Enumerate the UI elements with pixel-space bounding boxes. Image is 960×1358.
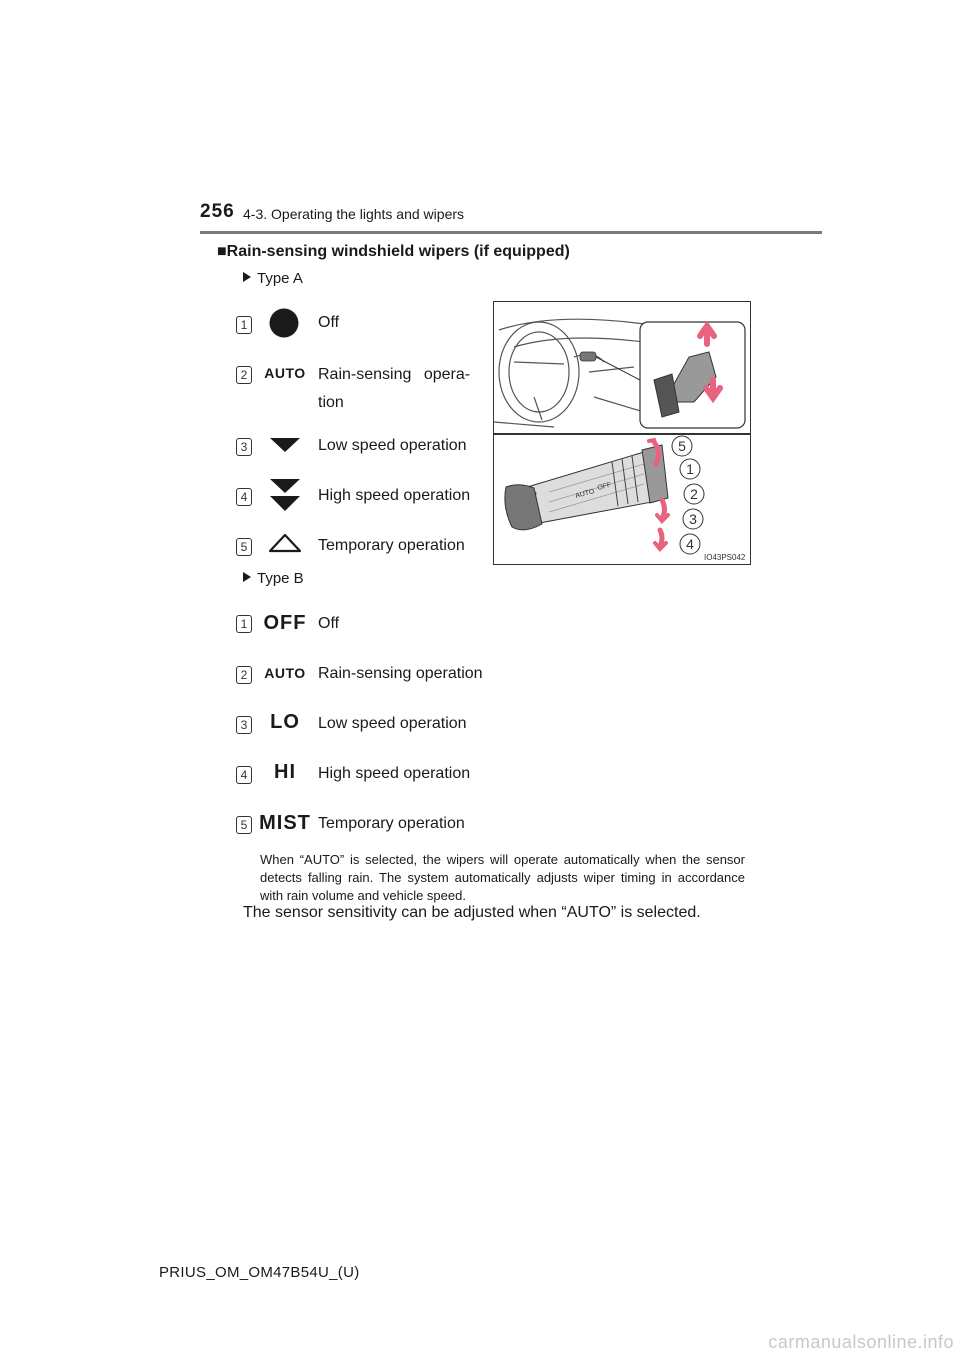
lever-diagram — [494, 302, 750, 564]
item-description: Low speed operation — [318, 437, 467, 454]
callout-number: 1 — [236, 615, 252, 633]
item-description: Temporary operation — [318, 537, 465, 554]
square-bullet-icon: ■ — [217, 243, 227, 260]
off-symbol: OFF — [263, 612, 307, 634]
section-heading — [217, 243, 570, 261]
mist-symbol: MIST — [259, 812, 311, 834]
callout-label: 4 — [686, 536, 694, 552]
wiper-lever-illustration — [493, 301, 751, 565]
small-lever-drawing — [580, 352, 596, 361]
callout-number: 2 — [236, 366, 252, 384]
callout-number: 2 — [236, 666, 252, 684]
arrow-bullet-icon — [243, 272, 251, 282]
zoom-leader-line — [596, 357, 640, 380]
header-rule — [200, 231, 822, 234]
type-b-label: Type B — [243, 570, 304, 587]
callout-number: 1 — [236, 316, 252, 334]
svg-text:AUTO: AUTO — [574, 488, 596, 500]
callout-label: 1 — [686, 461, 694, 477]
section-title: Rain-sensing windshield wipers (if equipped) — [226, 243, 570, 260]
lo-symbol: LO — [270, 711, 300, 733]
callout-label: 5 — [678, 438, 686, 454]
page-number: 256 — [200, 201, 235, 222]
item-description: High speed operation — [318, 487, 471, 504]
item-description: Off — [318, 615, 340, 632]
callout-number: 5 — [236, 816, 252, 834]
type-a-label: Type A — [243, 270, 303, 287]
callout-number: 5 — [236, 538, 252, 556]
item-description: Rain-sensing opera- — [318, 366, 471, 383]
mist-triangle-outline-icon — [267, 532, 303, 554]
auto-symbol: AUTO — [264, 665, 306, 681]
arrow-bullet-icon — [243, 572, 251, 582]
sensitivity-text: The sensor sensitivity can be adjusted when “AUTO” is selected. — [243, 904, 701, 921]
item-description: High speed operation — [318, 765, 471, 782]
hi-symbol: HI — [274, 761, 296, 783]
callout-label: 2 — [690, 486, 698, 502]
auto-symbol: AUTO — [264, 365, 306, 381]
auto-mode-note: When “AUTO” is selected, the wipers will operate automatically when the sensor detects falling rain. The system automatically adjusts wiper timing in accordance with rain volume and vehicle speed. — [260, 852, 745, 903]
callout-number: 3 — [236, 716, 252, 734]
wiper-off-circle-icon — [268, 307, 300, 339]
high-speed-double-triangle-icon — [268, 477, 302, 513]
low-speed-triangle-icon — [268, 436, 302, 454]
item-description: Off — [318, 314, 340, 331]
figure-code: IO43PS042 — [704, 553, 746, 562]
site-watermark: carmanualsonline.info — [768, 1332, 954, 1352]
steering-wheel-drawing — [494, 319, 644, 427]
callout-number: 4 — [236, 488, 252, 506]
item-description: Rain-sensing operation — [318, 665, 483, 682]
item-description-cont: tion — [318, 394, 344, 411]
callout-number: 4 — [236, 766, 252, 784]
callout-number: 3 — [236, 438, 252, 456]
item-description: Temporary operation — [318, 815, 465, 832]
callout-label: 3 — [689, 511, 697, 527]
lever-closeup — [505, 445, 668, 530]
svg-text:OFF: OFF — [596, 481, 613, 492]
document-code-footer: PRIUS_OM_OM47B54U_(U) — [159, 1264, 360, 1281]
item-description: Low speed operation — [318, 715, 467, 732]
chapter-title: 4-3. Operating the lights and wipers — [243, 206, 465, 222]
